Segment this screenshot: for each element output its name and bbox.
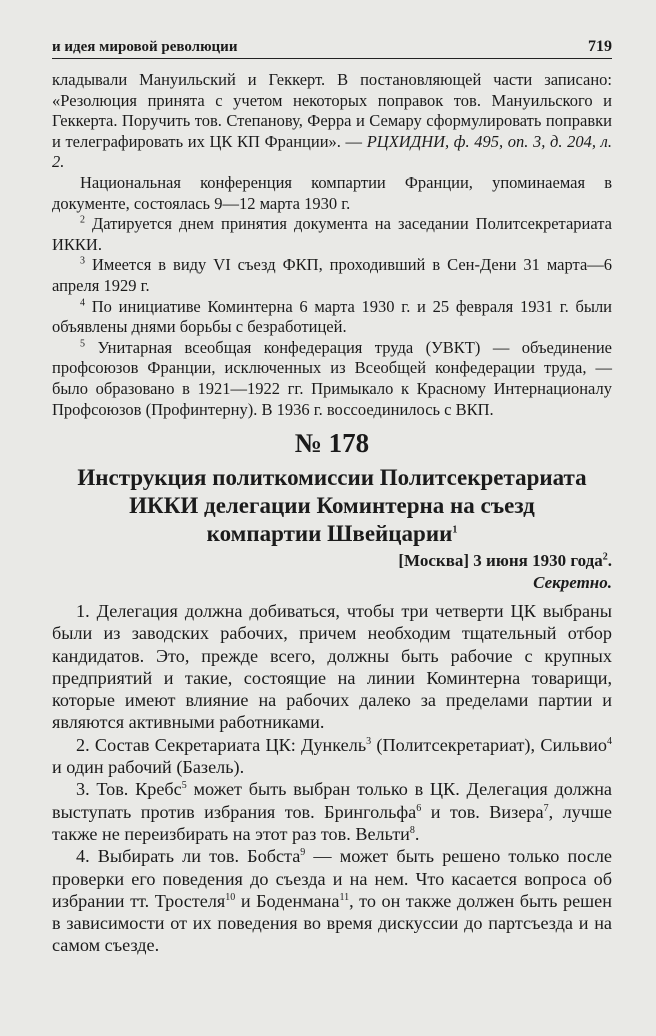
document-date: [Москва] 3 июня 1930 года$^2$. bbox=[398, 551, 612, 570]
header-rule bbox=[52, 58, 612, 59]
document-number: № 178 bbox=[294, 428, 370, 458]
body-paragraph: 1. Делегация должна добиваться, чтобы три четверти ЦК выбраны были из заводских рабочих, причем необходим тщательный отбор кандидатов. Это, прежде всего, должны быть рабочие с крупных предприятий и такие, состоящие на линии Коминтерна товарищи, которые имеют влияние на рабочих далеко за пределами партии и являются активными работниками. bbox=[52, 601, 612, 733]
running-title: и идея мировой революции bbox=[52, 39, 238, 55]
footnote-4: $^4$ По инициативе Коминтерна 6 марта 1930 г. и 25 февраля 1931 г. были объявлены днями борьбы с безработицей. bbox=[52, 296, 613, 337]
body-paragraph: 3. Тов. Кребс$^5$ может быть выбран только в ЦК. Делегация должна выступать против избрания тов. Брингольфа$^6$ и тов. Визера$^7$, лучше также не переизбирать на этот раз тов. Вельти$^8$. bbox=[52, 779, 613, 844]
classification-mark: Секретно. bbox=[533, 573, 612, 592]
footnote-5: $^5$ Унитарная всеобщая конфедерация труда (УВКТ) — объединение профсоюзов Франции, исключенных из Всеобщей конфедерации труда, — было образовано в 1921—1922 гг. Примыкало к Красному Интернационалу Профсоюзов (Профинтерну). В 1936 г. воссоединилось с ВКП. bbox=[52, 337, 612, 419]
footnotes-section bbox=[52, 70, 612, 420]
page-number: 719 bbox=[588, 38, 612, 55]
running-header bbox=[52, 38, 612, 56]
document-title: Инструкция политкомиссии Политсекретариата ИККИ делегации Коминтерна на съезд компартии Швейцарии$^1$ bbox=[77, 465, 587, 546]
archive-reference: РЦХИДНИ, ф. 495, оп. 3, д. 204, л. 2. bbox=[52, 131, 613, 172]
body-paragraph: 4. Выбирать ли тов. Бобста$^9$ — может быть решено только после проверки его поведения до съезда и на нем. Что касается вопроса об избрании тт. Тростеля$^{10}$ и Боденмана$^{11}$, то он также должен быть решен в зависимости от их поведения во время дискуссии до партсъезда и на самом съезде. bbox=[52, 846, 612, 956]
footnote-2: $^2$ Датируется днем принятия документа на заседании Политсекретариата ИККИ. bbox=[52, 214, 612, 254]
footnote-3: $^3$ Имеется в виду VI съезд ФКП, проходивший в Сен-Дени 31 марта—6 апреля 1929 г. bbox=[52, 255, 613, 295]
note-paragraph: Национальная конференция компартии Франции, упоминаемая в документе, состоялась 9—12 марта 1930 г. bbox=[52, 172, 612, 213]
note-paragraph: кладывали Мануильский и Геккерт. В постановляющей части записано: «Резолюция принята с учетом некоторых поправок тов. Мануильского и Геккерта. Поручить тов. Степанову, Ферра и Семару сформулировать поправки и телеграфировать их ЦК КП Франции». — РЦХИДНИ, ф. 495, оп. 3, д. 204, л. 2. bbox=[52, 70, 613, 172]
body-paragraph: 2. Состав Секретариата ЦК: Дункель$^3$ (Политсекретариат), Сильвио$^4$ и один рабочий (Базель). bbox=[52, 734, 612, 778]
document-body bbox=[52, 600, 612, 957]
